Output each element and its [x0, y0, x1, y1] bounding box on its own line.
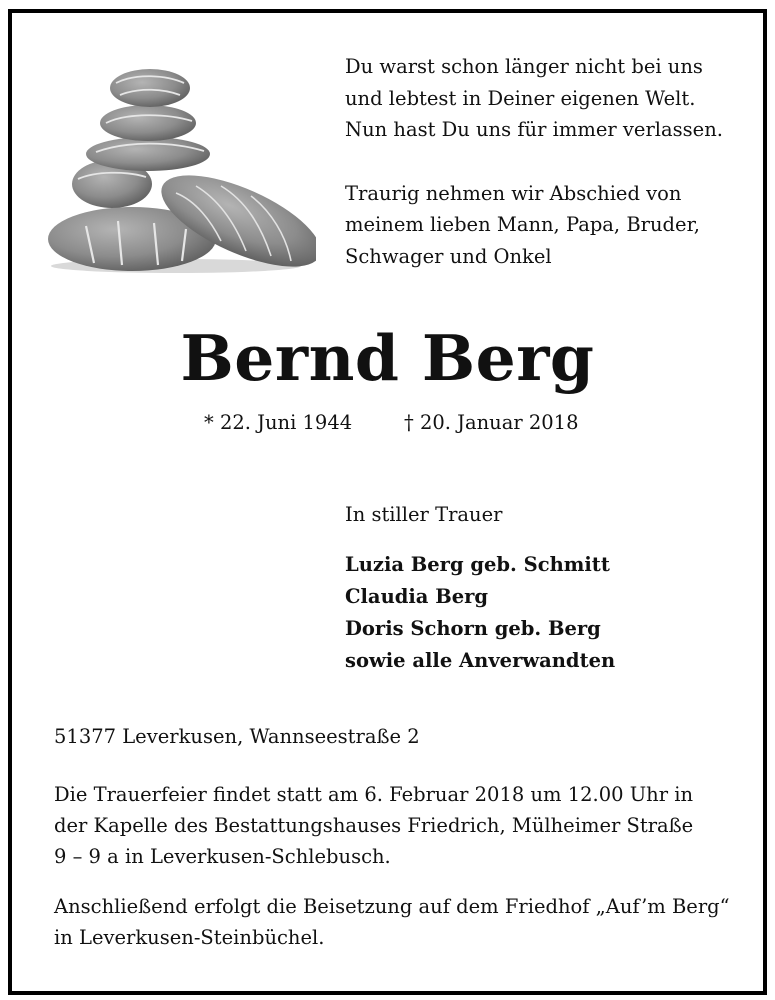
obituary-frame	[8, 9, 767, 995]
burial-line: Anschließend erfolgt die Beisetzung auf dem Friedhof „Auf’m Berg“	[54, 895, 730, 918]
deceased-name: Bernd Berg	[180, 321, 595, 395]
verse-line: Nun hast Du uns für immer verlassen.	[345, 118, 723, 141]
death-date: † 20. Januar 2018	[404, 411, 579, 434]
address: 51377 Leverkusen, Wannseestraße 2	[54, 725, 420, 748]
verse-line: Schwager und Onkel	[345, 244, 552, 268]
family-member: sowie alle Anverwandten	[345, 649, 616, 672]
verse-stanza-1	[345, 51, 745, 146]
burial-paragraph	[54, 891, 744, 953]
family-member: Claudia Berg	[345, 585, 489, 608]
birth-date: * 22. Juni 1944	[204, 411, 353, 434]
verse-line: und lebtest in Deiner eigenen Welt.	[345, 86, 696, 110]
family-list	[345, 549, 615, 677]
stacked-stones-icon	[46, 51, 316, 276]
verse	[345, 51, 745, 304]
burial-line: in Leverkusen-Steinbüchel.	[54, 926, 325, 949]
mourning-intro: In stiller Trauer	[345, 503, 503, 526]
ceremony-line: 9 – 9 a in Leverkusen-Schlebusch.	[54, 845, 391, 868]
verse-stanza-2	[345, 178, 745, 273]
ceremony-line: Die Trauerfeier findet statt am 6. Februar 2018 um 12.00 Uhr in	[54, 783, 694, 806]
verse-line: meinem lieben Mann, Papa, Bruder,	[345, 213, 700, 236]
ceremony-paragraph	[54, 779, 744, 872]
verse-line: Du warst schon länger nicht bei uns	[345, 55, 703, 78]
family-member: Luzia Berg geb. Schmitt	[345, 553, 610, 576]
ceremony-line: der Kapelle des Bestattungshauses Friedrich, Mülheimer Straße	[54, 814, 694, 837]
family-member: Doris Schorn geb. Berg	[345, 617, 601, 640]
verse-line: Traurig nehmen wir Abschied von	[345, 181, 682, 205]
